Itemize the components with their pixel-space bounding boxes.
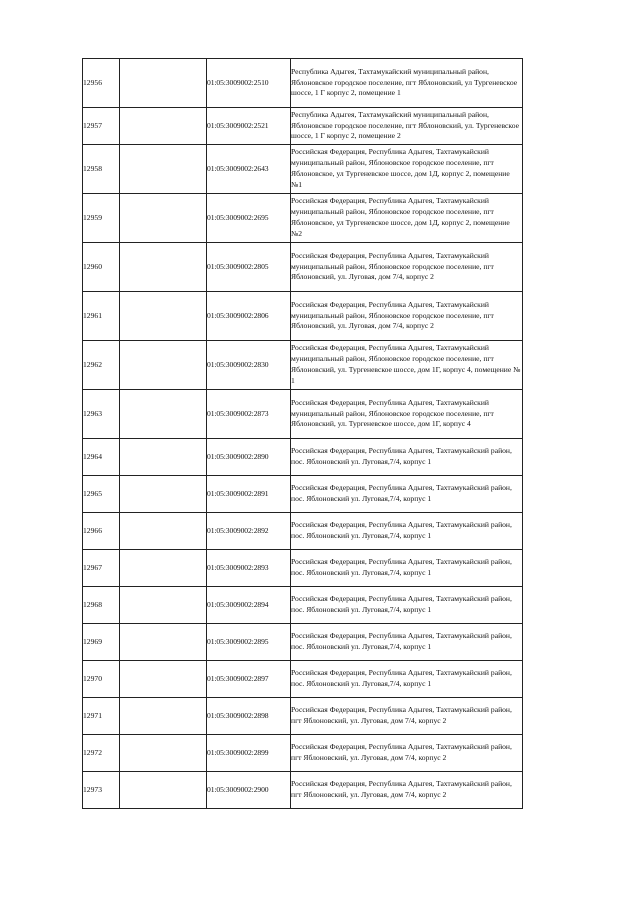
- table-row: [83, 587, 523, 624]
- table-row: [83, 735, 523, 772]
- address-cell: [291, 341, 523, 390]
- address-text: Республика Адыгея, Тахтамукайский муниципальный район, Яблоновское городское поселение, пгт Яблоновский, ул. Тургеневское шоссе, 1 Г корпус 2, помещение 2: [291, 109, 519, 141]
- address-cell: [291, 194, 523, 243]
- address-text: Российская Федерация, Республика Адыгея, Тахтамукайский муниципальный район, Яблоновское городское поселение, пгт Яблоновское, ул Тургеневское шоссе, дом 1Д, корпус 2, помещение №2: [291, 196, 510, 238]
- address-text: Российская Федерация, Республика Адыгея, Тахтамукайский район, пос. Яблоновский ул. Луговая,7/4, корпус 1: [291, 631, 512, 651]
- address-cell: [291, 292, 523, 341]
- cadastral-number: 01:05:3009002:2897: [207, 661, 291, 698]
- row-number: 12957: [83, 108, 120, 145]
- empty-cell: [120, 661, 207, 698]
- empty-cell: [120, 145, 207, 194]
- registry-table: [82, 58, 523, 809]
- address-text: Российская Федерация, Республика Адыгея, Тахтамукайский муниципальный район, Яблоновское городское поселение, пгт Яблоновский, ул. Луговая, дом 7/4, корпус 2: [291, 299, 494, 331]
- address-text: Российская Федерация, Республика Адыгея, Тахтамукайский район, пос. Яблоновский ул. Луговая,7/4, корпус 1: [291, 594, 512, 614]
- address-cell: [291, 513, 523, 550]
- row-number: 12959: [83, 194, 120, 243]
- address-text: Российская Федерация, Республика Адыгея, Тахтамукайский район, пос. Яблоновский ул. Луговая,7/4, корпус 1: [291, 483, 512, 503]
- cadastral-number: 01:05:3009002:2900: [207, 772, 291, 809]
- address-cell: [291, 624, 523, 661]
- empty-cell: [120, 390, 207, 439]
- empty-cell: [120, 292, 207, 341]
- empty-cell: [120, 59, 207, 108]
- cadastral-number: 01:05:3009002:2830: [207, 341, 291, 390]
- row-number: 12962: [83, 341, 120, 390]
- registry-rows: [83, 59, 523, 809]
- table-row: [83, 661, 523, 698]
- cadastral-number: 01:05:3009002:2898: [207, 698, 291, 735]
- cadastral-number: 01:05:3009002:2643: [207, 145, 291, 194]
- row-number: 12973: [83, 772, 120, 809]
- empty-cell: [120, 341, 207, 390]
- address-text: Российская Федерация, Республика Адыгея, Тахтамукайский муниципальный район, Яблоновское городское поселение, пгт Яблоновский, ул. Тургеневское шоссе, дом 1Г, корпус 4: [291, 397, 494, 429]
- empty-cell: [120, 513, 207, 550]
- cadastral-number: 01:05:3009002:2806: [207, 292, 291, 341]
- empty-cell: [120, 587, 207, 624]
- empty-cell: [120, 624, 207, 661]
- address-cell: [291, 59, 523, 108]
- cadastral-number: 01:05:3009002:2521: [207, 108, 291, 145]
- address-cell: [291, 145, 523, 194]
- table-row: [83, 341, 523, 390]
- row-number: 12966: [83, 513, 120, 550]
- cadastral-number: 01:05:3009002:2895: [207, 624, 291, 661]
- address-cell: [291, 661, 523, 698]
- empty-cell: [120, 108, 207, 145]
- row-number: 12969: [83, 624, 120, 661]
- row-number: 12971: [83, 698, 120, 735]
- table-row: [83, 476, 523, 513]
- address-text: Российская Федерация, Республика Адыгея, Тахтамукайский муниципальный район, Яблоновское городское поселение, пгт Яблоновское, ул Тургеневское шоссе, дом 1Д, корпус 2, помещение №1: [291, 147, 510, 189]
- empty-cell: [120, 698, 207, 735]
- cadastral-number: 01:05:3009002:2893: [207, 550, 291, 587]
- address-text: Российская Федерация, Республика Адыгея, Тахтамукайский район, пос. Яблоновский ул. Луговая,7/4, корпус 1: [291, 520, 512, 540]
- address-text: Российская Федерация, Республика Адыгея, Тахтамукайский район, пос. Яблоновский ул. Луговая,7/4, корпус 1: [291, 668, 512, 688]
- empty-cell: [120, 476, 207, 513]
- cadastral-number: 01:05:3009002:2510: [207, 59, 291, 108]
- cadastral-number: 01:05:3009002:2892: [207, 513, 291, 550]
- row-number: 12961: [83, 292, 120, 341]
- address-cell: [291, 698, 523, 735]
- address-cell: [291, 476, 523, 513]
- address-text: Российская Федерация, Республика Адыгея, Тахтамукайский муниципальный район, Яблоновское городское поселение, пгт Яблоновский, ул. Тургеневское шоссе, дом 1Г, корпус 4, помещение № 1: [291, 343, 521, 385]
- row-number: 12963: [83, 390, 120, 439]
- empty-cell: [120, 439, 207, 476]
- table-row: [83, 772, 523, 809]
- table-row: [83, 108, 523, 145]
- empty-cell: [120, 550, 207, 587]
- table-row: [83, 145, 523, 194]
- address-cell: [291, 587, 523, 624]
- cadastral-number: 01:05:3009002:2891: [207, 476, 291, 513]
- address-cell: [291, 439, 523, 476]
- row-number: 12956: [83, 59, 120, 108]
- row-number: 12970: [83, 661, 120, 698]
- row-number: 12965: [83, 476, 120, 513]
- address-text: Российская Федерация, Республика Адыгея, Тахтамукайский район, пос. Яблоновский ул. Луговая,7/4, корпус 1: [291, 557, 512, 577]
- row-number: 12972: [83, 735, 120, 772]
- row-number: 12964: [83, 439, 120, 476]
- address-cell: [291, 735, 523, 772]
- address-cell: [291, 772, 523, 809]
- empty-cell: [120, 243, 207, 292]
- table-row: [83, 390, 523, 439]
- address-cell: [291, 550, 523, 587]
- address-text: Российская Федерация, Республика Адыгея, Тахтамукайский район, пгт Яблоновский, ул. Луговая, дом 7/4, корпус 2: [291, 705, 512, 725]
- table-row: [83, 513, 523, 550]
- row-number: 12968: [83, 587, 120, 624]
- address-text: Российская Федерация, Республика Адыгея, Тахтамукайский район, пгт Яблоновский, ул. Луговая, дом 7/4, корпус 2: [291, 779, 512, 799]
- table-row: [83, 59, 523, 108]
- table-row: [83, 624, 523, 661]
- address-text: Республика Адыгея, Тахтамукайский муниципальный район, Яблоновское городское поселение, пгт Яблоновский, ул Тургеневское шоссе, 1 Г корпус 2, помещение 1: [291, 66, 518, 98]
- cadastral-number: 01:05:3009002:2873: [207, 390, 291, 439]
- table-row: [83, 194, 523, 243]
- table-row: [83, 292, 523, 341]
- address-text: Российская Федерация, Республика Адыгея, Тахтамукайский район, пос. Яблоновский ул. Луговая,7/4, корпус 1: [291, 446, 512, 466]
- empty-cell: [120, 772, 207, 809]
- table-row: [83, 439, 523, 476]
- row-number: 12967: [83, 550, 120, 587]
- row-number: 12958: [83, 145, 120, 194]
- address-cell: [291, 108, 523, 145]
- cadastral-number: 01:05:3009002:2805: [207, 243, 291, 292]
- table-row: [83, 550, 523, 587]
- empty-cell: [120, 735, 207, 772]
- cadastral-number: 01:05:3009002:2890: [207, 439, 291, 476]
- empty-cell: [120, 194, 207, 243]
- address-text: Российская Федерация, Республика Адыгея, Тахтамукайский район, пгт Яблоновский, ул. Луговая, дом 7/4, корпус 2: [291, 742, 512, 762]
- cadastral-number: 01:05:3009002:2695: [207, 194, 291, 243]
- table-row: [83, 698, 523, 735]
- cadastral-number: 01:05:3009002:2894: [207, 587, 291, 624]
- cadastral-number: 01:05:3009002:2899: [207, 735, 291, 772]
- address-cell: [291, 243, 523, 292]
- address-cell: [291, 390, 523, 439]
- table-row: [83, 243, 523, 292]
- row-number: 12960: [83, 243, 120, 292]
- address-text: Российская Федерация, Республика Адыгея, Тахтамукайский муниципальный район, Яблоновское городское поселение, пгт Яблоновский, ул. Луговая, дом 7/4, корпус 2: [291, 250, 494, 282]
